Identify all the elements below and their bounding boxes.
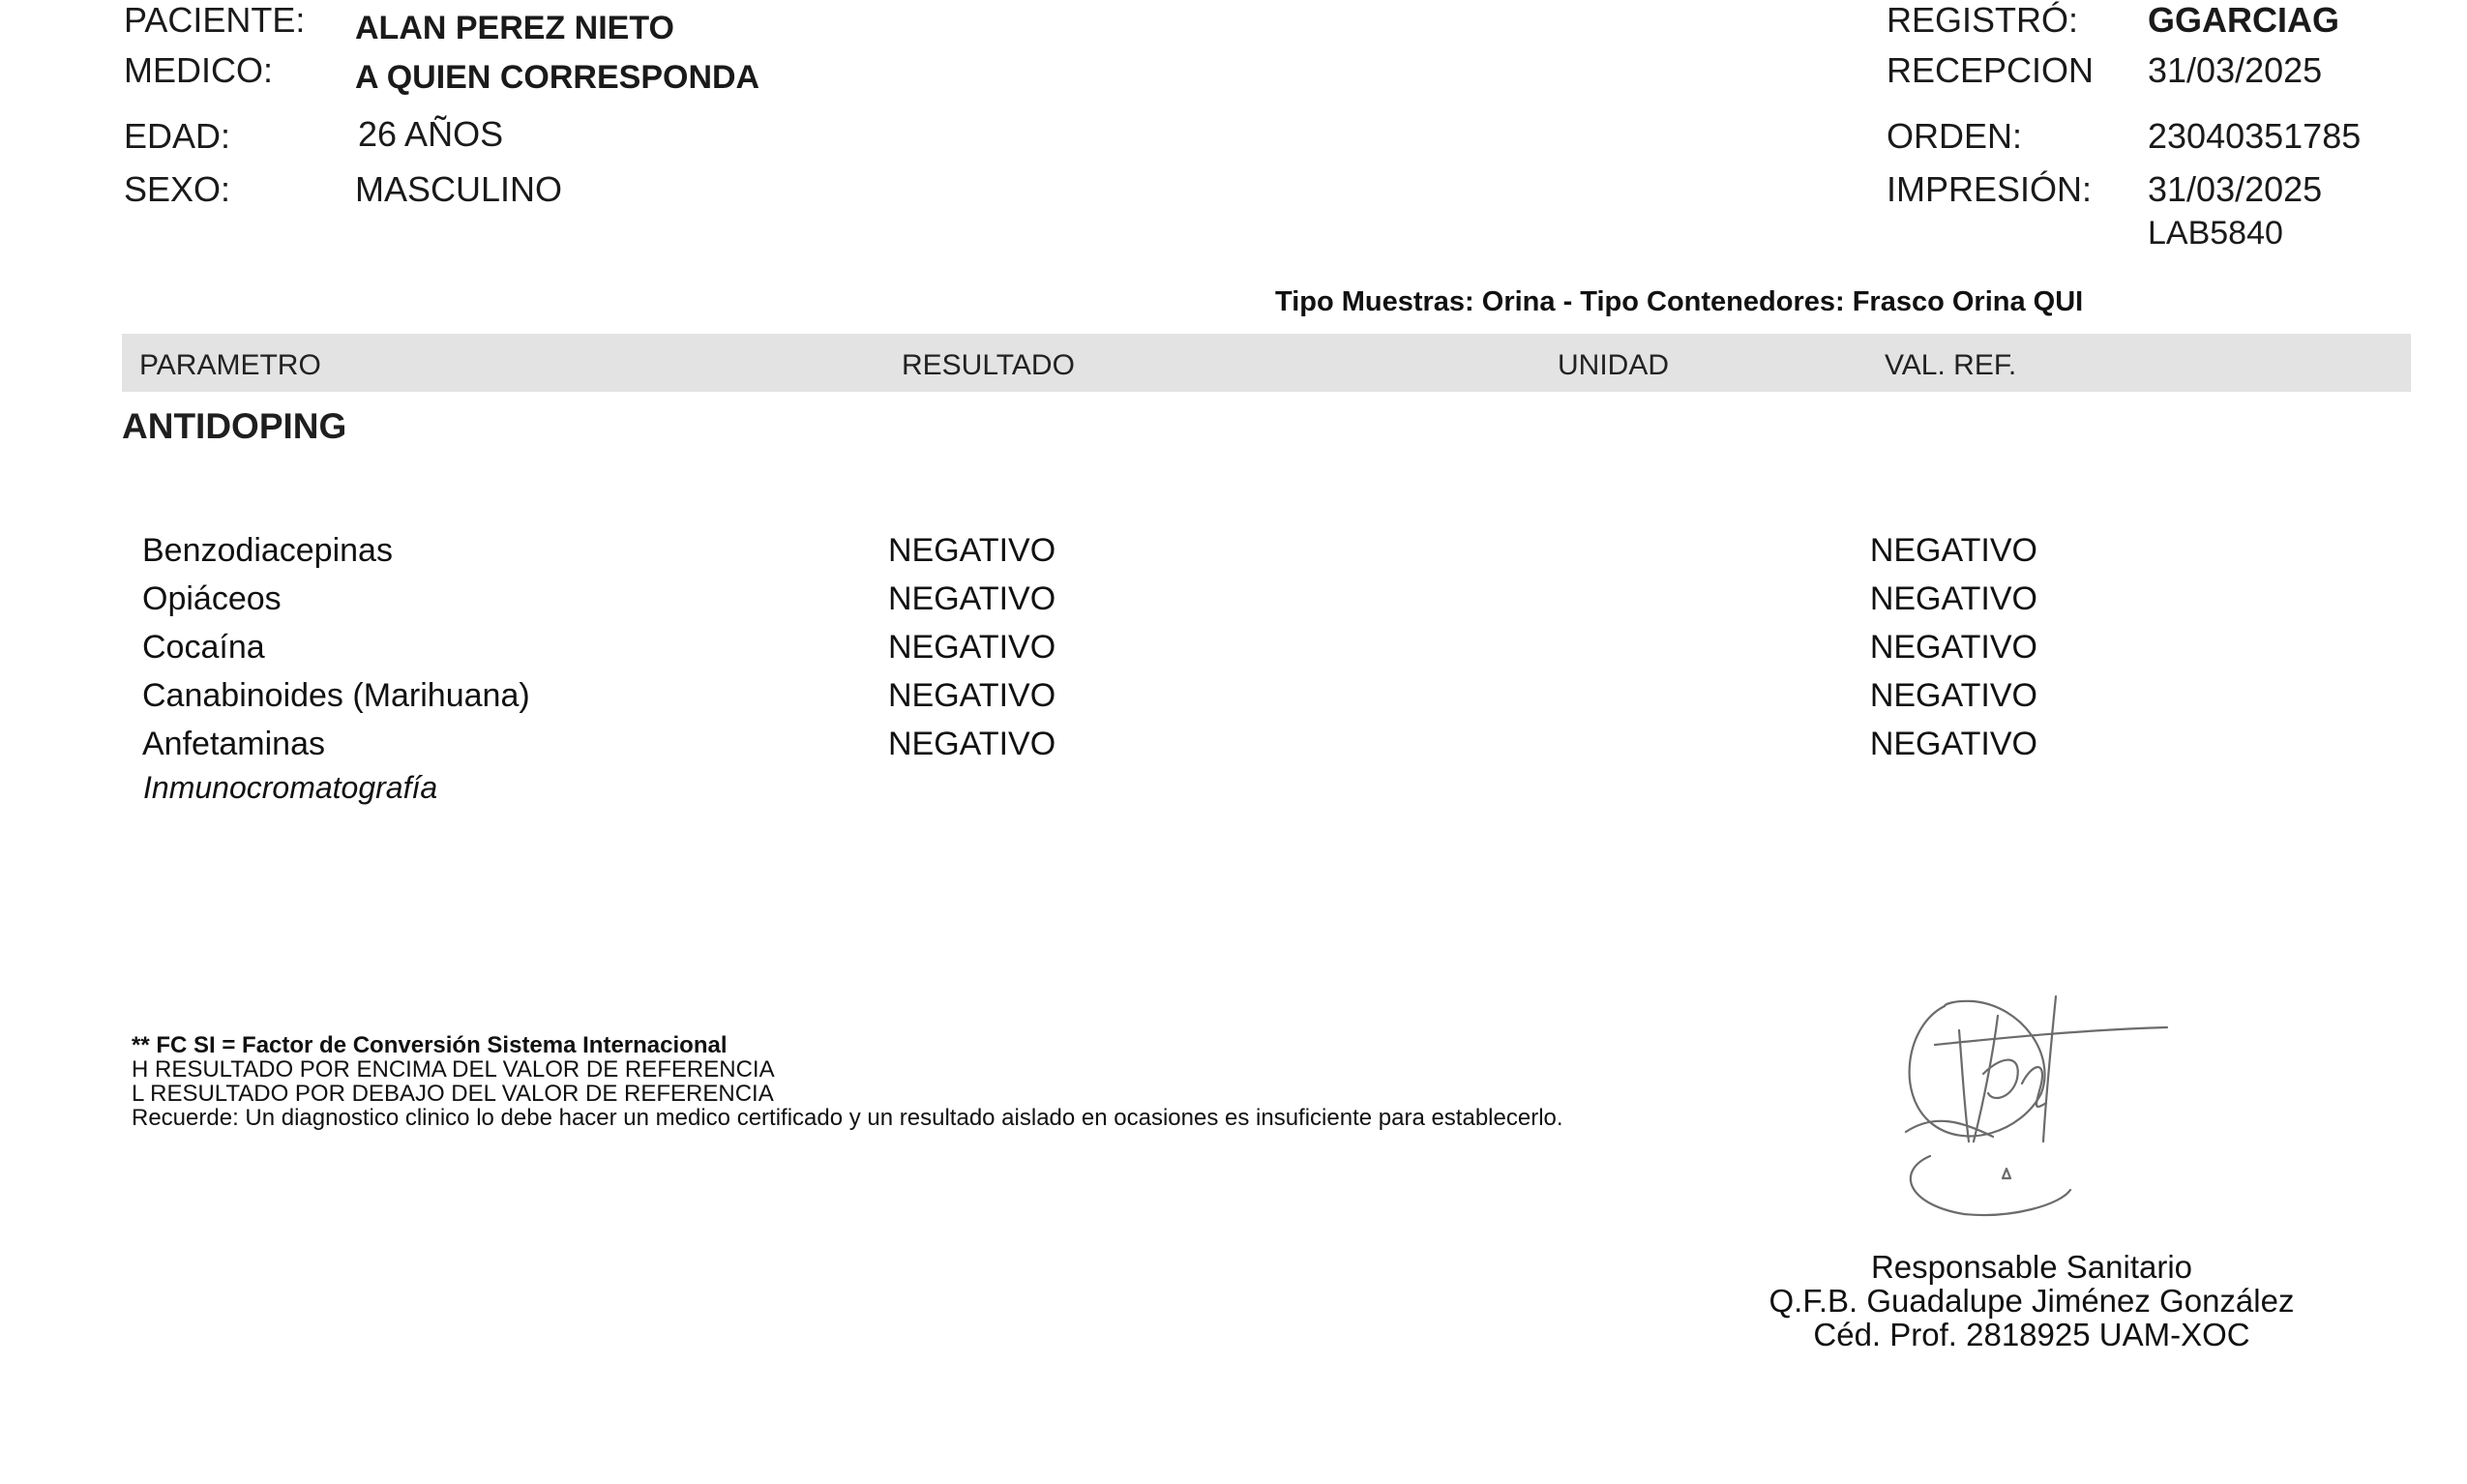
row-parameter: Benzodiacepinas [142, 532, 393, 569]
signatory-block [1722, 1250, 2341, 1351]
row-reference: NEGATIVO [1869, 677, 2037, 714]
header-reference: VAL. REF. [1885, 349, 2017, 381]
sex-value: MASCULINO [355, 169, 563, 209]
row-reference: NEGATIVO [1869, 629, 2037, 666]
patient-label: PACIENTE: [124, 0, 306, 40]
row-result: NEGATIVO [888, 677, 1056, 714]
row-result: NEGATIVO [888, 726, 1056, 762]
row-reference: NEGATIVO [1869, 532, 2037, 569]
row-parameter: Canabinoides (Marihuana) [142, 677, 530, 714]
print-date: 31/03/2025 [2148, 169, 2323, 209]
doctor-label: MEDICO: [124, 50, 274, 90]
header-unit: UNIDAD [1558, 349, 1670, 381]
results-table-header [122, 334, 2411, 392]
row-reference: NEGATIVO [1869, 580, 2037, 617]
table-row [0, 629, 2467, 677]
footnotes [132, 1033, 1563, 1130]
signatory-name: Q.F.B. Guadalupe Jiménez González [1769, 1283, 2295, 1319]
patient-name: ALAN PEREZ NIETO [355, 10, 674, 46]
age-label: EDAD: [124, 116, 231, 156]
table-row [0, 580, 2467, 629]
signatory-role: Responsable Sanitario [1870, 1249, 2193, 1285]
row-parameter: Cocaína [142, 629, 265, 666]
order-label: ORDEN: [1887, 116, 2023, 156]
reception-label: RECEPCION [1887, 50, 2095, 90]
row-reference: NEGATIVO [1869, 726, 2037, 762]
doctor-name: A QUIEN CORRESPONDA [355, 59, 760, 96]
note-low: L RESULTADO POR DEBAJO DEL VALOR DE REFERENCIA [132, 1081, 774, 1107]
reception-date: 31/03/2025 [2148, 50, 2323, 90]
row-parameter: Anfetaminas [142, 726, 325, 762]
lab-code: LAB5840 [2148, 215, 2283, 252]
note-high: H RESULTADO POR ENCIMA DEL VALOR DE REFERENCIA [132, 1056, 775, 1083]
age-value: 26 AÑOS [358, 114, 504, 154]
table-row [0, 677, 2467, 726]
header-result: RESULTADO [902, 349, 1075, 381]
print-label: IMPRESIÓN: [1887, 169, 2093, 209]
row-result: NEGATIVO [888, 580, 1056, 617]
registered-label: REGISTRÓ: [1887, 0, 2079, 40]
signatory-license: Céd. Prof. 2818925 UAM-XOC [1813, 1317, 2250, 1352]
row-parameter: Opiáceos [142, 580, 282, 617]
signature-image [1877, 987, 2186, 1229]
sex-label: SEXO: [124, 169, 231, 209]
table-row [0, 532, 2467, 580]
row-result: NEGATIVO [888, 629, 1056, 666]
registered-value: GGARCIAG [2148, 0, 2339, 40]
order-number: 23040351785 [2148, 116, 2362, 156]
sample-type-line: Tipo Muestras: Orina - Tipo Contenedores: Frasco Orina QUI [1275, 286, 2084, 317]
table-row [0, 726, 2467, 774]
note-fc-si: ** FC SI = Factor de Conversión Sistema Internacional [132, 1032, 728, 1058]
row-result: NEGATIVO [888, 532, 1056, 569]
note-disclaimer: Recuerde: Un diagnostico clinico lo debe hacer un medico certificado y un resultado aislado en ocasiones es insuficiente para establecerlo. [132, 1105, 1563, 1131]
header-parameter: PARAMETRO [139, 349, 321, 381]
section-title: ANTIDOPING [122, 406, 347, 446]
method-label: Inmunocromatografía [143, 770, 438, 805]
